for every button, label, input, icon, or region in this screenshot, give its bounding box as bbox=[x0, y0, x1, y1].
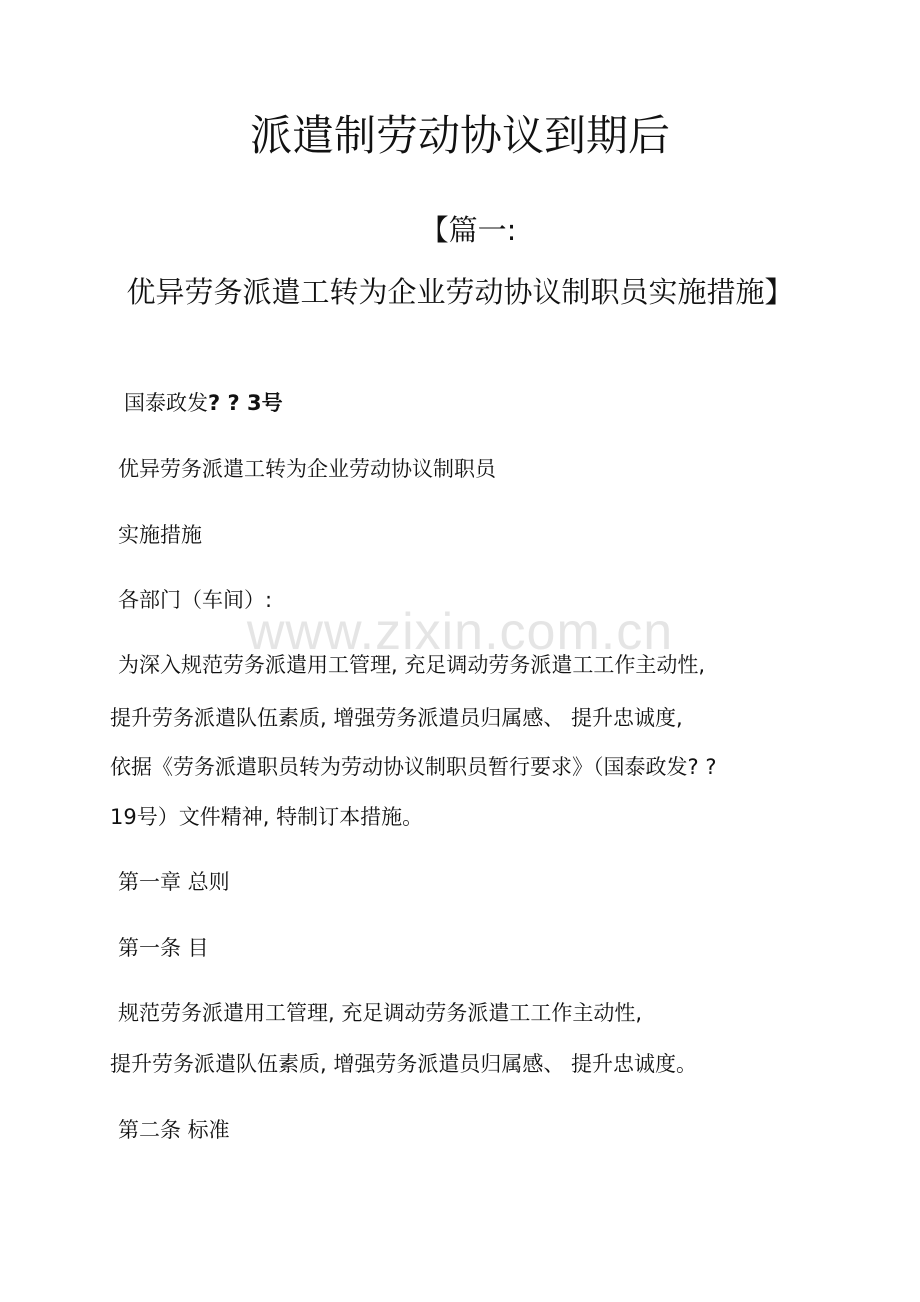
document-title: 派遣制劳动协议到期后 bbox=[249, 111, 670, 160]
intro-paragraph-line-1: 为深入规范劳务派遣用工管理, 充足调动劳务派遣工工作主动性, bbox=[118, 653, 706, 677]
article-1-line-1: 规范劳务派遣用工管理, 充足调动劳务派遣工工作主动性, bbox=[118, 1001, 643, 1025]
subheading-line-2: 优异劳务派遣工转为企业劳动协议制职员实施措施】 bbox=[126, 275, 794, 309]
subheading-line-1: 【篇一: bbox=[419, 213, 517, 247]
article-1-line-2: 提升劳务派遣队伍素质, 增强劳务派遣员归属感、 提升忠诚度。 bbox=[110, 1052, 698, 1076]
document-number-suffix: ? ? 3号 bbox=[208, 391, 283, 415]
document-subject: 优异劳务派遣工转为企业劳动协议制职员 bbox=[118, 457, 496, 481]
intro-paragraph-line-4: 19号）文件精神, 特制订本措施。 bbox=[110, 805, 424, 829]
intro-paragraph-line-3: 依据《劳务派遣职员转为劳动协议制职员暂行要求》（国泰政发? ? bbox=[110, 755, 717, 779]
document-number-prefix: 国泰政发 bbox=[124, 391, 208, 415]
article-1-heading: 第一条 目 bbox=[118, 936, 209, 960]
intro-paragraph-line-2: 提升劳务派遣队伍素质, 增强劳务派遣员归属感、 提升忠诚度, bbox=[110, 706, 683, 730]
document-number bbox=[124, 388, 920, 418]
addressee: 各部门（车间）: bbox=[118, 588, 273, 612]
chapter-heading: 第一章 总则 bbox=[118, 870, 230, 894]
watermark-logo: www.zixin.com.cn bbox=[246, 603, 674, 661]
article-2-heading: 第二条 标准 bbox=[118, 1118, 230, 1142]
document-subject-2: 实施措施 bbox=[118, 523, 202, 547]
